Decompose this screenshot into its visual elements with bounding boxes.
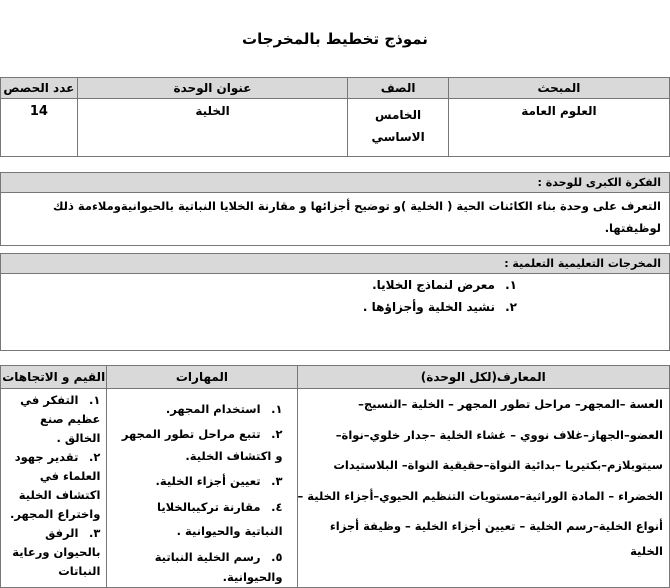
knowledge-cell	[297, 389, 669, 588]
big-idea-label: الفكرة الكبرى للوحدة :	[1, 173, 669, 193]
outcomes-label: المخرجات التعليمية التعلمية :	[1, 254, 669, 274]
values-list	[1, 389, 106, 581]
list-item: ٤.مقارنة تركيبالخلايا النباتية والحيوانية .	[157, 500, 283, 538]
list-item: ٣.الرفق بالحيوان ورعاية النباتات	[12, 526, 101, 578]
outcomes-detail-table	[0, 365, 670, 588]
knowledge-line: الخلية	[630, 543, 663, 558]
grade-line-2: الاساسي	[371, 130, 425, 144]
page-title: نموذج تخطيط بالمخرجات	[242, 30, 428, 48]
skills-list	[107, 389, 296, 587]
knowledge-line: الخضراء – المادة الوراثية–مستويات التنظيم الحيوي–أجزاء الخلية –	[297, 488, 663, 503]
header-unit-title: عنوان الوحدة	[77, 78, 348, 99]
list-item: ٣.تعيين أجزاء الخلية.	[155, 474, 283, 488]
header-skills: المهارات	[107, 366, 297, 389]
header-sessions: عدد الحصص	[1, 78, 78, 99]
header-subject: المبحث	[448, 78, 669, 99]
outcomes-list	[1, 274, 669, 318]
header-grade: الصف	[348, 78, 449, 99]
list-item: ٢.نشيد الخلية وأجزاؤها .	[362, 300, 517, 314]
grade-value	[348, 99, 449, 157]
list-item: ١.معرض لنماذج الخلايا.	[372, 278, 517, 292]
header-knowledge: المعارف(لكل الوحدة)	[297, 366, 669, 389]
unit-info-table	[0, 77, 670, 157]
unit-title-value: الخلية	[77, 99, 348, 157]
big-idea-section	[0, 172, 670, 246]
list-item: ٢.تتبع مراحل تطور المجهر و اكتشاف الخلية.	[121, 427, 283, 463]
list-item: ١.التفكر في عظيم صنع الخالق .	[20, 393, 101, 445]
values-cell	[1, 389, 107, 588]
list-item: ١.استخدام المجهر.	[165, 402, 283, 416]
knowledge-line: أنواع الخلية–رسم الخلية – تعيين أجزاء الخلية – وظيفة أجزاء	[329, 519, 663, 533]
outcomes-section	[0, 253, 670, 351]
knowledge-line: العسة –المجهر– مراحل تطور المجهر – الخلية –النسيج–	[358, 397, 663, 411]
sessions-value: 14	[1, 99, 78, 157]
skills-cell	[107, 389, 297, 588]
big-idea-text: التعرف على وحدة بناء الكائنات الحية ( الخلية )و توضيح أجزائها و مقارنة الخلايا النباتية بالحيوانيةوملاءمة ذلك لوظيفتها.	[52, 199, 661, 235]
subject-value: العلوم العامة	[448, 99, 669, 157]
list-item: ٥.رسم الخلية النباتية والحيوانية.	[154, 550, 283, 584]
grade-line-1: الخامس	[375, 108, 422, 122]
knowledge-line: سيتوبلازم–بكتيريا –بدائية النواة–حقيقية النواة– البلاستيدات	[333, 458, 663, 472]
list-item: ٢.تقدير جهود العلماء في اكتشاف الخلية واختراع المجهر.	[10, 450, 101, 521]
knowledge-line: العضو–الجهاز–غلاف نووي – غشاء الخلية –جدار خلوي–نواة–	[335, 427, 663, 442]
header-values: القيم و الاتجاهات	[1, 366, 107, 389]
